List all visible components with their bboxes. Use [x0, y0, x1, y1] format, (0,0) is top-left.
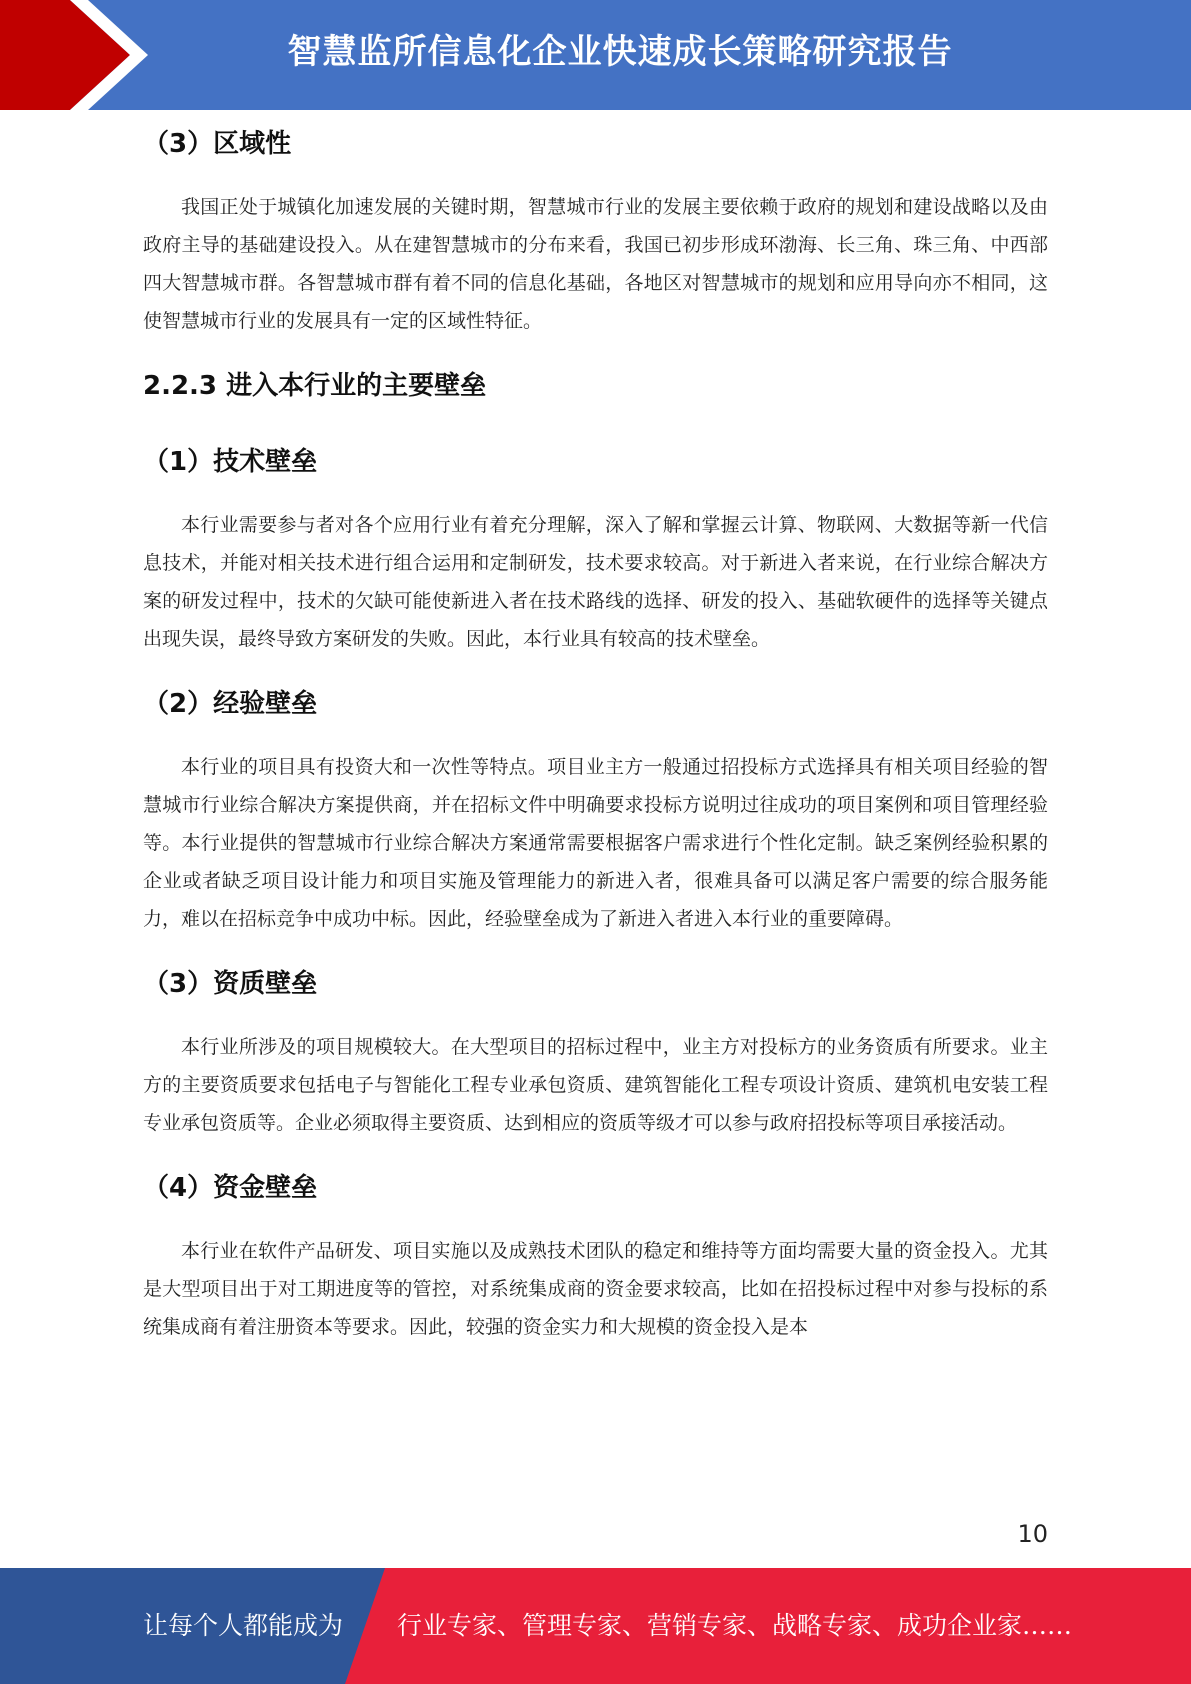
subsection-heading: （3）区域性: [143, 129, 292, 159]
subsection-heading: （4）资金壁垒: [143, 1173, 318, 1203]
footer-slogan-left: 让每个人都能成为: [143, 1611, 344, 1640]
report-title: 智慧监所信息化企业快速成长策略研究报告: [287, 32, 953, 72]
header-arrow-decoration: [0, 0, 160, 110]
document-body: [143, 114, 1048, 1346]
paragraph: 本行业的项目具有投资大和一次性等特点。项目业主方一般通过招投标方式选择具有相关项目经验的智慧城市行业综合解决方案提供商，并在招标文件中明确要求投标方说明过往成功的项目案例和项目管理经验等。本行业提供的智慧城市行业综合解决方案通常需要根据客户需求进行个性化定制。缺乏案例经验积累的企业或者缺乏项目设计能力和项目实施及管理能力的新进入者，很难具备可以满足客户需要的综合服务能力，难以在招标竞争中成功中标。因此，经验壁垒成为了新进入者进入本行业的重要障碍。: [143, 756, 1048, 930]
paragraph: 本行业所涉及的项目规模较大。在大型项目的招标过程中，业主方对投标方的业务资质有所要求。业主方的主要资质要求包括电子与智能化工程专业承包资质、建筑智能化工程专项设计资质、建筑机电安装工程专业承包资质等。企业必须取得主要资质、达到相应的资质等级才可以参与政府招投标等项目承接活动。: [143, 1036, 1048, 1134]
page-number: 10: [1017, 1520, 1048, 1548]
paragraph: 本行业需要参与者对各个应用行业有着充分理解，深入了解和掌握云计算、物联网、大数据等新一代信息技术，并能对相关技术进行组合运用和定制研发，技术要求较高。对于新进入者来说，在行业综合解决方案的研发过程中，技术的欠缺可能使新进入者在技术路线的选择、研发的投入、基础软硬件的选择等关键点出现失误，最终导致方案研发的失败。因此，本行业具有较高的技术壁垒。: [143, 514, 1048, 650]
section-title: 2.2.3 进入本行业的主要壁垒: [143, 371, 487, 401]
subsection-heading: （1）技术壁垒: [143, 447, 318, 477]
paragraph: 我国正处于城镇化加速发展的关键时期，智慧城市行业的发展主要依赖于政府的规划和建设战略以及由政府主导的基础建设投入。从在建智慧城市的分布来看，我国已初步形成环渤海、长三角、珠三角、中西部四大智慧城市群。各智慧城市群有着不同的信息化基础，各地区对智慧城市的规划和应用导向亦不相同，这使智慧城市行业的发展具有一定的区域性特征。: [143, 196, 1048, 332]
header-banner: [0, 0, 1191, 110]
footer-banner: [0, 1568, 1191, 1684]
paragraph: 本行业在软件产品研发、项目实施以及成熟技术团队的稳定和维持等方面均需要大量的资金投入。尤其是大型项目出于对工期进度等的管控，对系统集成商的资金要求较高，比如在招投标过程中对参与投标的系统集成商有着注册资本等要求。因此，较强的资金实力和大规模的资金投入是本: [143, 1240, 1048, 1338]
subsection-heading: （2）经验壁垒: [143, 689, 318, 719]
footer-slogan-right: 行业专家、管理专家、营销专家、战略专家、成功企业家……: [397, 1611, 1073, 1640]
subsection-heading: （3）资质壁垒: [143, 969, 318, 999]
